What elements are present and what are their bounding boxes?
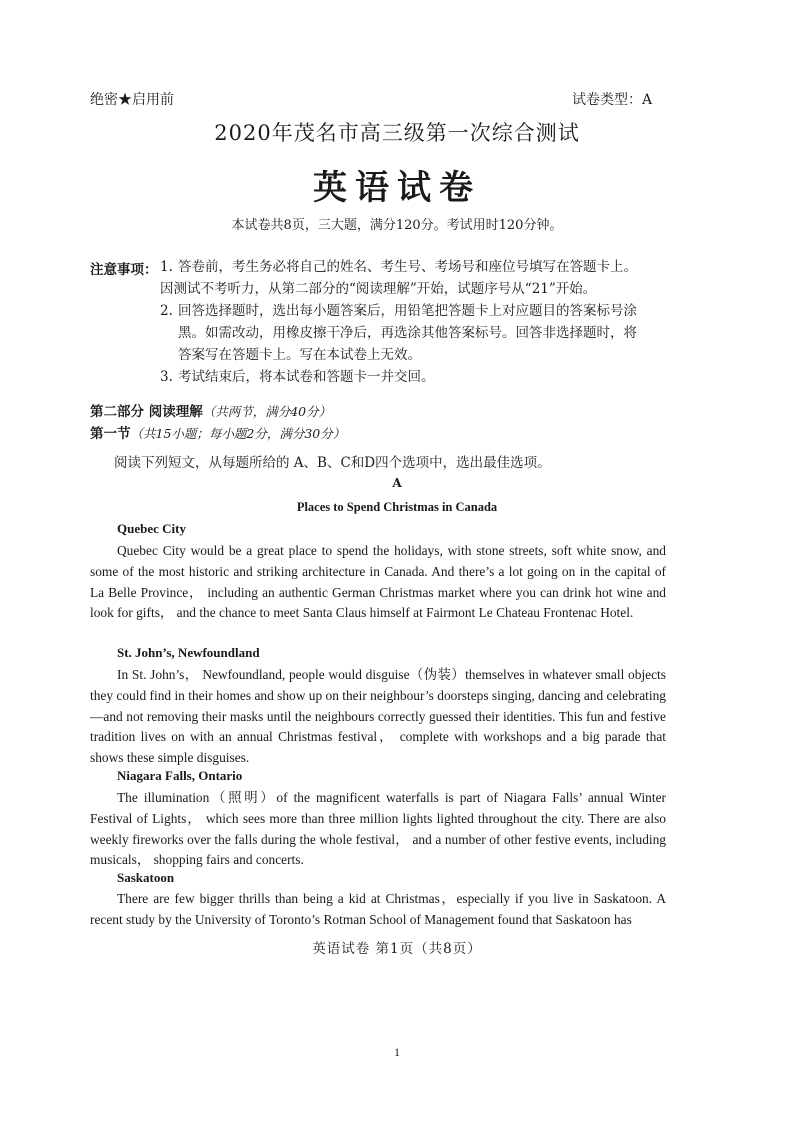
paragraph-text: There are few bigger thrills than being a kid at Christmas，especially if you live in Saskatoon. A recent study by the University of Toronto’s Rotman School of Management found that Saskatoon has	[90, 891, 666, 927]
note-line: 回答选择题时，选出每小题答案后，用铅笔把答题卡上对应题目的答案标号涂	[178, 303, 637, 319]
note-item-1	[160, 256, 680, 300]
page-number: 1	[394, 1045, 400, 1059]
exam-title: 2020年茂名市高三级第一次综合测试	[214, 121, 580, 145]
paragraph-text: In St. John’s， Newfoundland, people would disguise（伪装）themselves in whatever small objects they could find in their homes and show up on their neighbour’s doorsteps singing, dancing and celebrating—and not removing their masks until the neighbours correctly guessed their identities. This fun and festive tradition lives on with an annual Christmas festival， complete with workshops and a big parade that shows these simple disguises.	[90, 667, 666, 766]
passage-letter: A	[392, 476, 402, 490]
city-heading: Saskatoon	[117, 870, 175, 885]
subsection-heading	[90, 422, 345, 442]
note-item-3	[160, 366, 680, 388]
note-number: 1.	[160, 259, 173, 275]
paragraph	[90, 788, 666, 871]
part-note: （共两节，满分40分）	[202, 404, 332, 419]
part-title: 第二部分 阅读理解	[90, 404, 203, 420]
secret-mark: 绝密★启用前	[90, 92, 174, 108]
note-line: 答案写在答题卡上。写在本试卷上无效。	[178, 347, 421, 363]
paragraph-text: Quebec City would be a great place to spend the holidays, with stone streets, soft white snow, and some of the most historic and striking architecture in Canada. And there’s a lot going on in the capital of La Belle Province， including an authentic German Christmas market where you can drink hot wine and look for gifts， and the chance to meet Santa Claus himself at Fairmont Le Chateau Frontenac Hotel.	[90, 543, 666, 621]
note-line: 黑。如需改动，用橡皮擦干净后，再选涂其他答案标号。回答非选择题时，将	[178, 325, 637, 341]
subsection-note: （共15小题；每小题2分，满分30分）	[130, 426, 346, 441]
paragraph-text: The illumination（照明）of the magnificent waterfalls is part of Niagara Falls’ annual Winter Festival of Lights， which sees more than three million lights lighted throughout the city. There are also weekly fireworks over the falls during the whole festival， and a number of other festive events, including musicals， shopping fairs and concerts.	[90, 790, 666, 868]
paper-type: 试卷类型：A	[572, 92, 653, 108]
note-line: 因测试不考听力，从第二部分的“阅读理解”开始，试题序号从“21”开始。	[160, 281, 597, 297]
subject-title: 英语试卷	[313, 168, 481, 208]
note-line: 考试结束后，将本试卷和答题卡一并交回。	[178, 369, 435, 385]
instruction: 阅读下列短文，从每题所给的 A、B、C和D四个选项中，选出最佳选项。	[114, 455, 551, 471]
exam-info: 本试卷共8页，三大题，满分120分。考试用时120分钟。	[231, 218, 563, 233]
city-heading: Quebec City	[117, 521, 186, 536]
note-number: 2.	[160, 303, 173, 319]
paragraph	[90, 665, 666, 769]
paragraph	[90, 541, 666, 624]
city-heading: St. John’s, Newfoundland	[117, 645, 260, 660]
subsection-title: 第一节	[90, 426, 131, 442]
note-number: 3.	[160, 369, 173, 385]
notes-label: 注意事项：	[90, 262, 158, 278]
page-footer: 英语试卷 第1页（共8页）	[312, 941, 482, 957]
city-heading: Niagara Falls, Ontario	[117, 768, 243, 783]
passage-title: Places to Spend Christmas in Canada	[296, 500, 498, 514]
part-heading	[90, 400, 331, 420]
note-line: 答卷前，考生务必将自己的姓名、考生号、考场号和座位号填写在答题卡上。	[178, 259, 637, 275]
note-item-2	[160, 300, 680, 366]
paragraph	[90, 889, 666, 931]
